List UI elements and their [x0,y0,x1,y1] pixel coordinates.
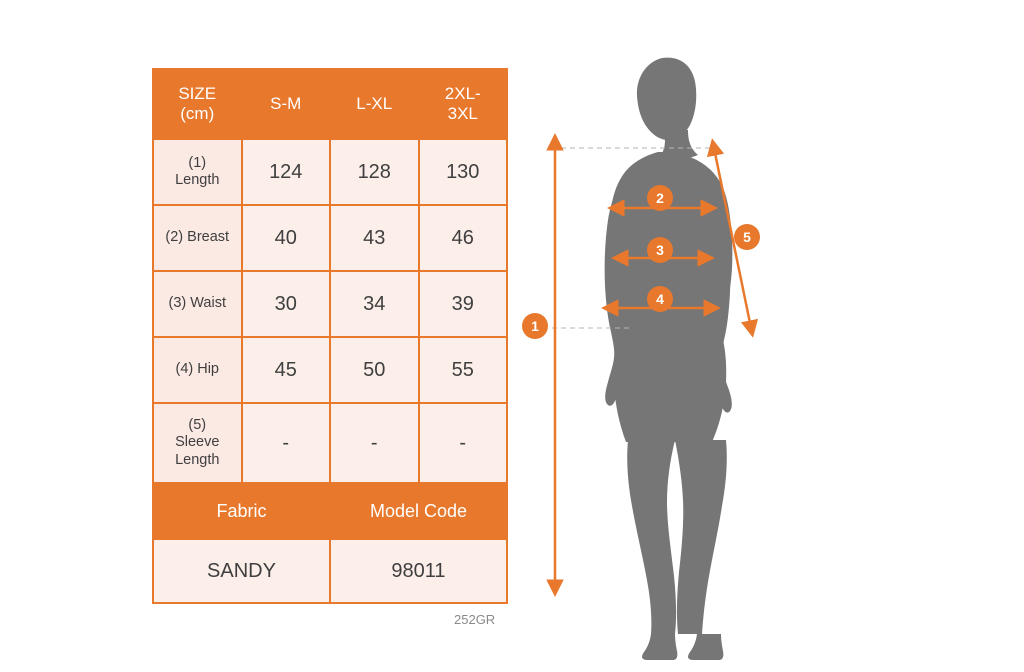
header-2xl-line2: 3XL [447,104,478,123]
table-row [153,205,507,271]
cell-model-code-value: 98011 [330,539,507,603]
cell-waist-lxl: 34 [330,271,419,337]
row-label-line2: Sleeve [175,434,220,451]
header-model-code: Model Code [330,483,507,539]
size-table [152,68,508,604]
cell-hip-sm: 45 [242,337,331,403]
table-row [153,271,507,337]
cell-hip-lxl: 50 [330,337,419,403]
cell-breast-2xl: 46 [419,205,508,271]
header-sm: S-M [242,69,331,139]
cell-waist-2xl: 39 [419,271,508,337]
row-label-hip: (4) Hip [153,337,242,403]
cell-length-lxl: 128 [330,139,419,205]
cell-sleeve-2xl: - [419,403,508,483]
table-row [153,337,507,403]
measurement-figure [512,20,1024,660]
cell-fabric-value: SANDY [153,539,330,603]
row-label-waist: (3) Waist [153,271,242,337]
row-label-line1: (1) [188,154,207,171]
cell-breast-lxl: 43 [330,205,419,271]
badge-2: 2 [647,185,673,211]
table-footer-value-row [153,539,507,603]
table-header-row [153,69,507,139]
female-silhouette-icon [605,58,733,660]
badge-4: 4 [647,286,673,312]
cell-length-2xl: 130 [419,139,508,205]
badge-1: 1 [522,313,548,339]
header-size-line2: (cm) [180,104,215,123]
row-label-line3: Length [175,451,220,468]
header-size-line1: SIZE [178,84,217,104]
row-label-line2: Length [175,172,220,188]
row-label-line1: (5) [188,416,207,433]
cell-sleeve-sm: - [242,403,331,483]
cell-sleeve-lxl: - [330,403,419,483]
table-footer-header-row [153,483,507,539]
cell-waist-sm: 30 [242,271,331,337]
badge-5: 5 [734,224,760,250]
badge-3: 3 [647,237,673,263]
row-label-length [153,139,242,205]
cell-hip-2xl: 55 [419,337,508,403]
row-label-sleeve-length [153,403,242,483]
female-silhouette-diagram [512,20,1024,660]
header-2xl-3xl [419,69,508,139]
cell-breast-sm: 40 [242,205,331,271]
table-row [153,139,507,205]
row-label-breast: (2) Breast [153,205,242,271]
header-fabric: Fabric [153,483,330,539]
cell-length-sm: 124 [242,139,331,205]
header-size [153,69,242,139]
product-code-label: 252GR [454,612,496,627]
header-2xl-line1: 2XL- [444,84,481,104]
header-lxl: L-XL [330,69,419,139]
table-row [153,403,507,483]
